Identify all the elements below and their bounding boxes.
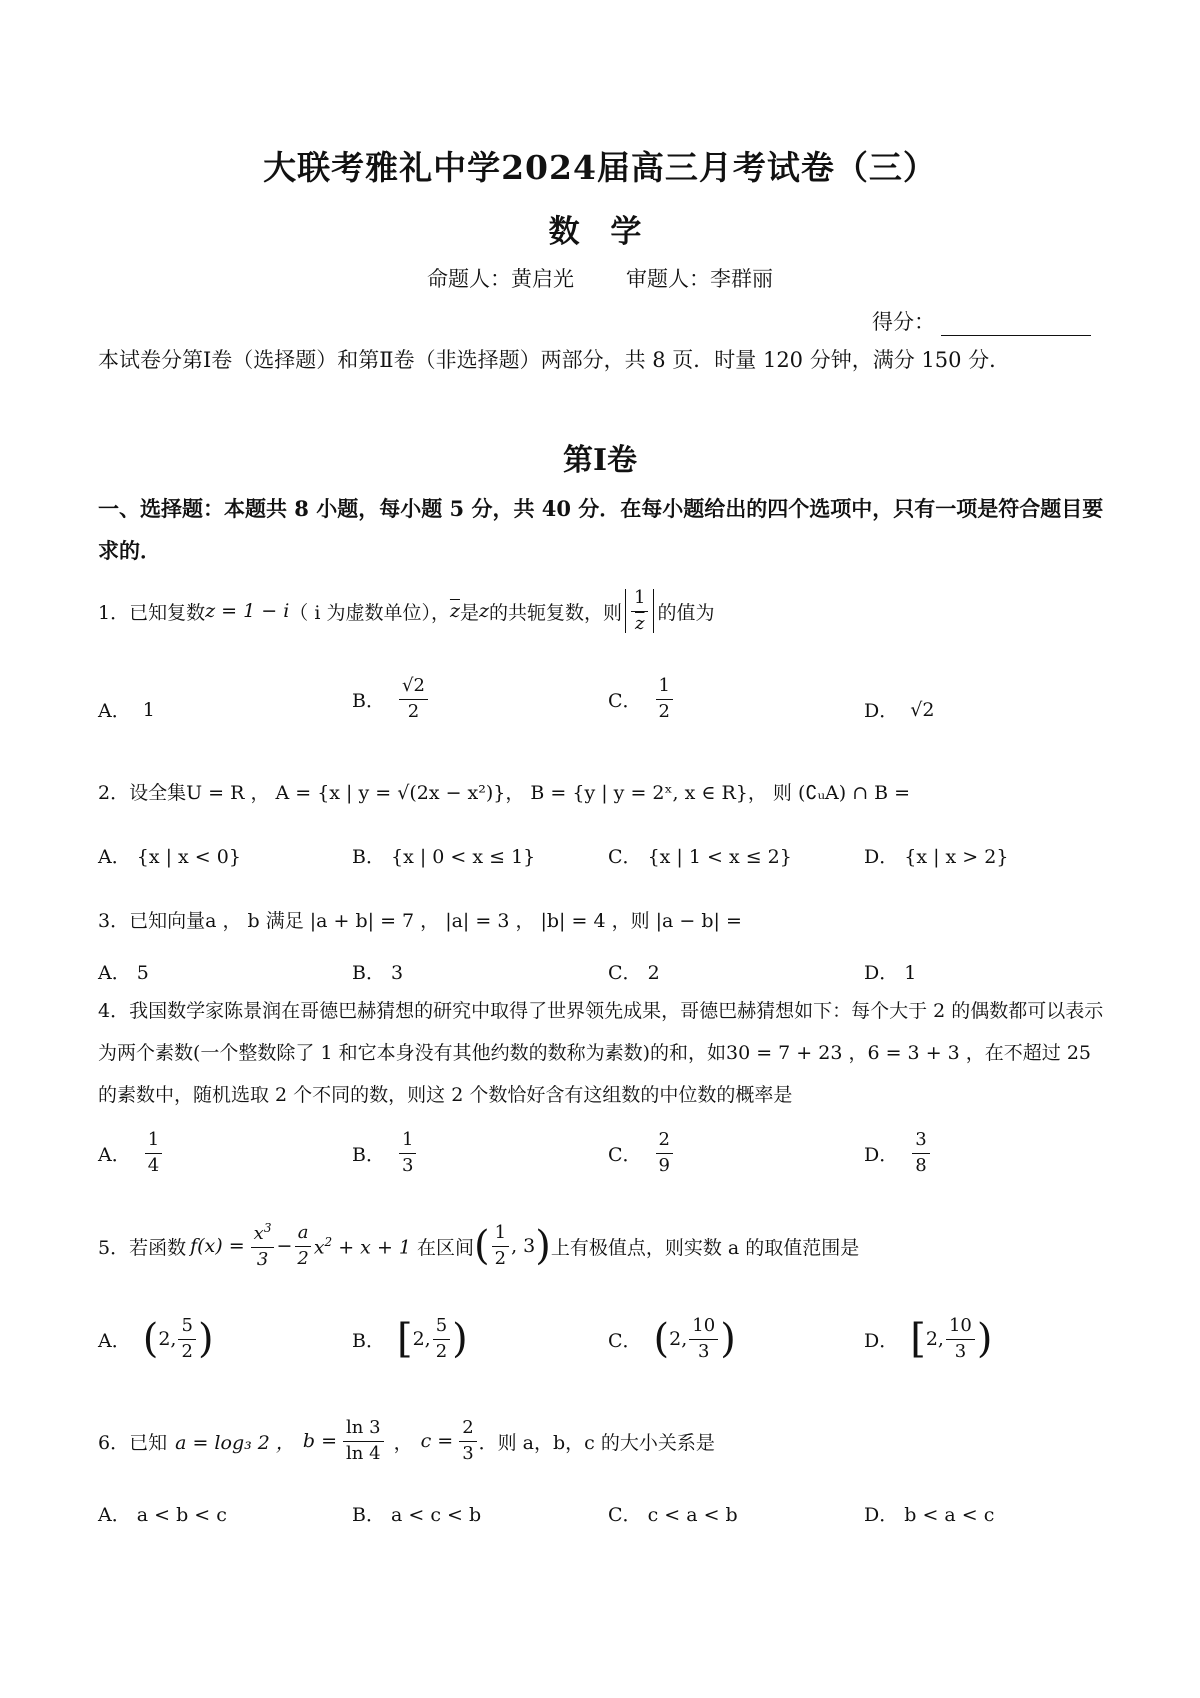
q1-expr: z = 1 − i bbox=[205, 600, 290, 623]
q6-option-d[interactable]: D． b < a < c bbox=[864, 1504, 995, 1526]
q1-z: z bbox=[478, 600, 489, 623]
q5-post: 在区间 bbox=[417, 1236, 475, 1259]
q5-number: 5． bbox=[98, 1236, 130, 1259]
q4-number: 4． bbox=[98, 1000, 130, 1022]
q6-frac-ln: $\frac{\ln 3}{\ln 4}$ bbox=[343, 1418, 384, 1464]
proposer: 命题人：黄启光 bbox=[427, 267, 574, 291]
q2-option-a[interactable]: A． {x | x < 0} bbox=[98, 846, 241, 868]
q6-frac-23: $\frac{2}{3}$ bbox=[459, 1418, 476, 1464]
q2-option-c[interactable]: C． {x | 1 < x ≤ 2} bbox=[608, 846, 792, 868]
q1-mid: 是 bbox=[459, 601, 479, 624]
q6-post: ．则 a，b，c 的大小关系是 bbox=[478, 1431, 715, 1454]
q2-option-b[interactable]: B． {x | 0 < x ≤ 1} bbox=[352, 846, 536, 868]
q6-option-c[interactable]: C． c < a < b bbox=[608, 1504, 738, 1526]
authors-line bbox=[0, 263, 1200, 293]
q1-post: 的值为 bbox=[657, 601, 715, 624]
q5-option-b[interactable]: B． [ 2, $\frac{5}{2}$ ) bbox=[352, 1315, 468, 1363]
exam-title: 大联考雅礼中学2024届高三月考试卷（三） bbox=[263, 148, 937, 187]
intro-text: 本试卷分第Ⅰ卷（选择题）和第Ⅱ卷（非选择题）两部分，共 8 页．时量 120 分钟，满分 150 分． bbox=[98, 348, 1011, 372]
q4-option-d[interactable]: D． $\frac{3}{8}$ bbox=[864, 1130, 932, 1176]
q1-mid2: 的共轭复数，则 bbox=[489, 601, 623, 624]
q1-pre: 已知复数 bbox=[129, 601, 206, 624]
abs-bar bbox=[653, 589, 654, 633]
q3-text: 已知向量a ， b 满足 |a + b| = 7 ， |a| = 3 ， |b| = 4 ，则 |a − b| = bbox=[129, 910, 742, 932]
q3-number: 3． bbox=[98, 910, 130, 932]
q2-number: 2． bbox=[98, 782, 130, 804]
q5-frac-x3: $\frac{x^3}{3}$ bbox=[251, 1222, 275, 1270]
q6-b: b = bbox=[302, 1430, 338, 1453]
q4-option-b[interactable]: B． $\frac{1}{3}$ bbox=[352, 1130, 418, 1176]
subject-title: 数 学 bbox=[548, 214, 652, 250]
q3-option-a[interactable]: A． 5 bbox=[98, 962, 149, 984]
q1-option-d[interactable]: D． √2 bbox=[864, 698, 935, 722]
reviewer: 审题人：李群丽 bbox=[626, 267, 773, 291]
q6-pre: 已知 bbox=[129, 1431, 168, 1454]
score-blank[interactable] bbox=[941, 315, 1091, 336]
question-4 bbox=[98, 990, 1110, 1116]
question-1 bbox=[98, 588, 714, 634]
q6-option-b[interactable]: B． a < c < b bbox=[352, 1504, 482, 1526]
q5-fx: f(x) = bbox=[190, 1235, 245, 1258]
question-5: 5． 若函数 f(x) = $\frac{x^3}{3}$ − $\frac{a}{2}$ $x^2 + x + 1$ 在区间 ( $\frac{1}{2}$ , 3 ) 上有极值点，则实数 a 的取值范围是 bbox=[98, 1221, 860, 1270]
q4-option-a[interactable]: A． $\frac{1}{4}$ bbox=[98, 1130, 164, 1176]
q5-post2: 上有极值点，则实数 a 的取值范围是 bbox=[550, 1236, 860, 1259]
q1-zbar: $\overline{z}$ bbox=[449, 600, 460, 623]
score-label: 得分： bbox=[872, 310, 935, 334]
q6-number: 6． bbox=[98, 1431, 130, 1454]
q1-paren: （ i 为虚数单位）， bbox=[289, 601, 450, 624]
q2-option-d[interactable]: D． {x | x > 2} bbox=[864, 846, 1009, 868]
q1-number: 1． bbox=[98, 601, 130, 624]
section-heading: 一、选择题：本题共 8 小题，每小题 5 分，共 40 分．在每小题给出的四个选项中，只有一项是符合题目要求的． bbox=[98, 496, 1104, 563]
q5-option-c[interactable]: C． ( 2, $\frac{10}{3}$ ) bbox=[608, 1315, 736, 1363]
q4-option-c[interactable]: C． $\frac{2}{9}$ bbox=[608, 1130, 675, 1176]
q3-option-c[interactable]: C． 2 bbox=[608, 962, 660, 984]
q3-option-b[interactable]: B． 3 bbox=[352, 962, 404, 984]
q5-option-d[interactable]: D． [ 2, $\frac{10}{3}$ ) bbox=[864, 1315, 993, 1363]
q2-text: 设全集U = R ， A = {x | y = √(2x − x²)}， B = {y | y = 2ˣ, x ∈ R}， 则 (∁ᵤA) ∩ B = bbox=[129, 782, 911, 804]
q1-option-a[interactable]: A． 1 bbox=[98, 698, 155, 722]
q5-option-a[interactable]: A． ( 2, $\frac{5}{2}$ ) bbox=[98, 1315, 214, 1363]
q3-option-d[interactable]: D． 1 bbox=[864, 962, 917, 984]
q5-pre: 若函数 bbox=[129, 1236, 187, 1259]
q1-option-c[interactable]: C． $\frac{1}{2}$ bbox=[608, 676, 675, 722]
question-2 bbox=[98, 778, 910, 805]
q1-fraction: $\frac{1}{z}$ bbox=[631, 588, 648, 634]
q4-text: 我国数学家陈景润在哥德巴赫猜想的研究中取得了世界领先成果，哥德巴赫猜想如下：每个大于 2 的偶数都可以表示为两个素数(一个整数除了 1 和它本身没有其他约数的数称为素数)的和，如30 = 7 + 23 ，6 = 3 + 3 ，在不超过 25 的素数中，随机选取 2 个不同的数，则这 2 个数恰好含有这组数的中位数的概率是 bbox=[98, 1000, 1104, 1106]
q6-c: c = bbox=[420, 1430, 454, 1453]
part-title: 第Ⅰ卷 bbox=[562, 443, 638, 478]
score-field bbox=[872, 306, 1091, 336]
q6-option-a[interactable]: A． a < b < c bbox=[98, 1504, 227, 1526]
q5-frac-a2: $\frac{a}{2}$ bbox=[294, 1223, 311, 1269]
q1-option-b[interactable]: B． $\frac{√2}{2}$ bbox=[352, 676, 430, 722]
question-6: 6． 已知 a = log₃ 2 ， b = $\frac{\ln 3}{\ln 4}$ ， c = $\frac{2}{3}$ ．则 a，b，c 的大小关系是 bbox=[98, 1417, 715, 1464]
question-3 bbox=[98, 906, 742, 933]
q6-a: a = log₃ 2 ， bbox=[175, 1431, 295, 1454]
abs-bar bbox=[625, 589, 626, 633]
